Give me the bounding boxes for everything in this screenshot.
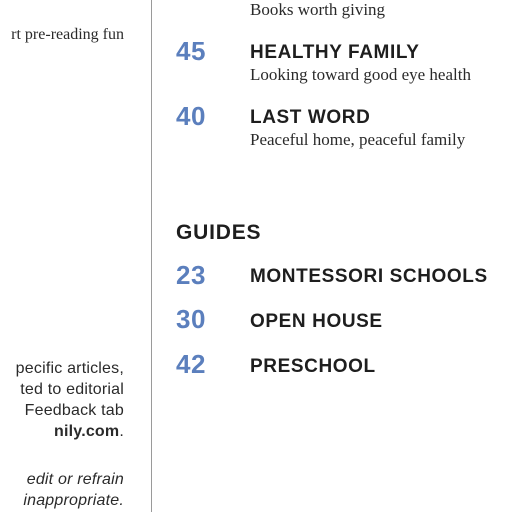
guide-title-open-house[interactable]: OPEN HOUSE	[250, 311, 383, 332]
guide-title-preschool[interactable]: PRESCHOOL	[250, 356, 376, 377]
feedback-email	[54, 423, 124, 441]
guide-title-montessori[interactable]: MONTESSORI SCHOOLS	[250, 266, 488, 287]
disclaimer-line-2: inappropriate.	[23, 492, 124, 509]
feedback-line-3: Feedback tab	[24, 402, 124, 419]
feature-desc-healthy-family: Looking toward good eye health	[250, 65, 471, 84]
feature-desc-last-word: Peaceful home, peaceful family	[250, 130, 466, 149]
feedback-email-period: .	[119, 423, 124, 440]
guide-page-number[interactable]: 42	[176, 349, 206, 379]
guide-page-number[interactable]: 30	[176, 304, 206, 334]
left-fragment-pre-reading: rt pre-reading fun	[11, 26, 124, 43]
feedback-line-1: pecific articles,	[15, 360, 124, 377]
column-divider	[151, 0, 152, 512]
guides-section-title: GUIDES	[176, 221, 262, 244]
feedback-line-2: ted to editorial	[20, 381, 124, 398]
feature-title-healthy-family[interactable]: HEALTHY FAMILY	[250, 42, 420, 63]
feature-page-number[interactable]: 45	[176, 36, 206, 66]
feedback-email-link[interactable]: nily.com	[54, 423, 120, 440]
feature-title-last-word[interactable]: LAST WORD	[250, 107, 371, 128]
top-feature-desc: Books worth giving	[250, 0, 386, 19]
disclaimer-line-1: edit or refrain	[26, 471, 124, 488]
guide-page-number[interactable]: 23	[176, 260, 206, 290]
feature-page-number[interactable]: 40	[176, 101, 206, 131]
